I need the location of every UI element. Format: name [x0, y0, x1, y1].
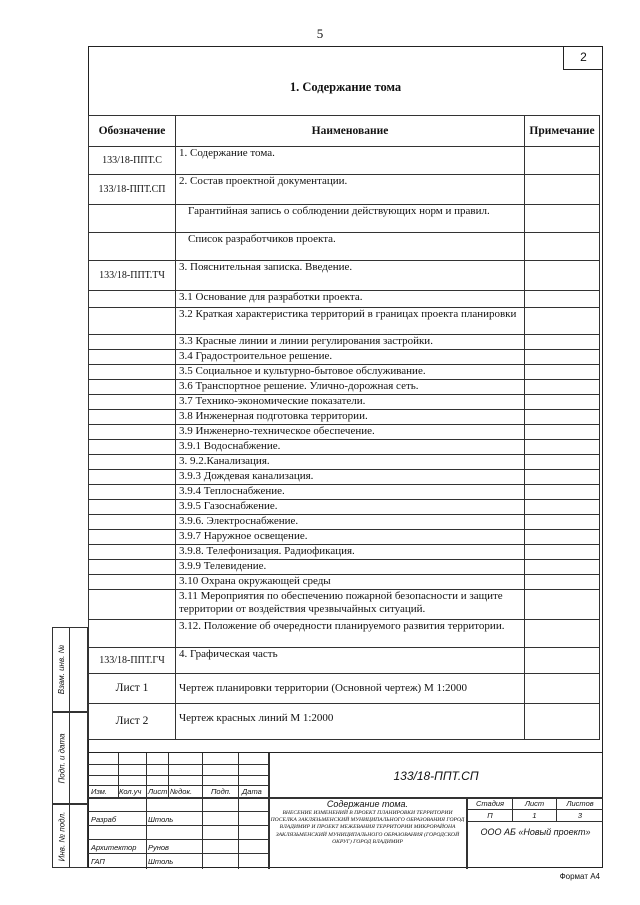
- row-designation: [89, 440, 176, 455]
- row-name: 3. Пояснительная записка. Введение.: [176, 261, 525, 291]
- row-designation: [89, 560, 176, 575]
- row-designation: [89, 500, 176, 515]
- table-row: [89, 470, 600, 485]
- row-note: [525, 147, 600, 175]
- row-name: 3.7 Технико-экономические показатели.: [176, 395, 525, 410]
- table-header-row: [89, 116, 600, 147]
- row-note: [525, 380, 600, 395]
- row-note: [525, 175, 600, 205]
- row-note: [525, 335, 600, 350]
- table-row: [89, 380, 600, 395]
- table-row: [89, 560, 600, 575]
- row-name: 3.9.5 Газоснабжение.: [176, 500, 525, 515]
- row-name: 2. Состав проектной документации.: [176, 175, 525, 205]
- row-note: [525, 590, 600, 620]
- stage-value: П: [487, 811, 493, 820]
- sheet-label: Лист: [524, 799, 545, 808]
- table-row: [89, 590, 600, 620]
- row-designation: [89, 590, 176, 620]
- stamp-name-developer: Штоль: [148, 815, 174, 824]
- row-note: [525, 410, 600, 425]
- sheets-value: 3: [577, 811, 583, 820]
- row-name: 3.2 Краткая характеристика территорий в границах проекта планировки: [176, 308, 525, 335]
- row-designation: 133/18-ППТ.ГЧ: [89, 648, 176, 674]
- sheet-value: 1: [532, 811, 537, 820]
- row-name: Чертеж красных линий М 1:2000: [176, 704, 525, 740]
- doc-code: 133/18-ППТ.СП: [393, 769, 479, 783]
- row-name: 3.9.3 Дождевая канализация.: [176, 470, 525, 485]
- row-name: 4. Графическая часть: [176, 648, 525, 674]
- row-name: Гарантийная запись о соблюдении действующих норм и правил.: [176, 205, 525, 233]
- row-designation: [89, 291, 176, 308]
- row-note: [525, 205, 600, 233]
- row-designation: 133/18-ППТ.ТЧ: [89, 261, 176, 291]
- table-row: [89, 350, 600, 365]
- table-row: [89, 704, 600, 740]
- table-row: [89, 308, 600, 335]
- table-row: [89, 395, 600, 410]
- table-row: [89, 365, 600, 380]
- row-name: 3.9.4 Теплоснабжение.: [176, 485, 525, 500]
- row-designation: [89, 308, 176, 335]
- row-name: Чертеж планировки территории (Основной чертеж) М 1:2000: [176, 674, 525, 704]
- row-name: 3.9.9 Телевидение.: [176, 560, 525, 575]
- row-designation: [89, 350, 176, 365]
- table-row: [89, 485, 600, 500]
- table-row: [89, 648, 600, 674]
- row-designation: Лист 1: [89, 674, 176, 704]
- row-designation: 133/18-ППТ.СП: [89, 175, 176, 205]
- row-note: [525, 515, 600, 530]
- sidebar-label-signature: Подп. и дата: [57, 732, 67, 784]
- doc-description: ВНЕСЕНИЕ ИЗМЕНЕНИЙ В ПРОЕКТ ПЛАНИРОВКИ ТЕРРИТОРИИ ПОСЕЛКА ЗАКЛЯЗЬМЕНСКИЙ МУНИЦИПАЛЬНОГО ОБРАЗОВАНИЯ ГОРОД ВЛАДИМИР И ПРОЕКТ МЕЖЕВАНИЯ ТЕРРИТОРИИ МИКРОРАЙОНА ЗАКЛЯЗЬМЕНСКИЙ МУНИЦИПАЛЬНОГО ОБРАЗОВАНИЯ (ГОРОДСКОЙ ОКРУГ) ГОРОД ВЛАДИМИР: [270, 810, 465, 845]
- stamp-col-date: Дата: [242, 787, 262, 796]
- row-note: [525, 233, 600, 261]
- row-designation: Лист 2: [89, 704, 176, 740]
- header-name: Наименование: [176, 116, 525, 147]
- contents-table: [88, 115, 600, 740]
- row-note: [525, 291, 600, 308]
- stamp-role-chief: ГАП: [91, 857, 105, 866]
- row-name: Список разработчиков проекта.: [176, 233, 525, 261]
- row-note: [525, 308, 600, 335]
- row-name: 3.4 Градостроительное решение.: [176, 350, 525, 365]
- row-name: 3.5 Социальное и культурно-бытовое обслуживание.: [176, 365, 525, 380]
- table-row: [89, 335, 600, 350]
- table-row: [89, 674, 600, 704]
- stage-label: Стадия: [475, 799, 505, 808]
- table-row: [89, 530, 600, 545]
- row-note: [525, 425, 600, 440]
- table-row: [89, 291, 600, 308]
- row-designation: [89, 395, 176, 410]
- page-title: 1. Содержание тома: [289, 80, 402, 94]
- row-designation: [89, 425, 176, 440]
- table-row: [89, 261, 600, 291]
- table-row: [89, 500, 600, 515]
- table-row: [89, 455, 600, 470]
- row-designation: [89, 410, 176, 425]
- row-note: [525, 261, 600, 291]
- row-name: 3. 9.2.Канализация.: [176, 455, 525, 470]
- row-note: [525, 440, 600, 455]
- row-note: [525, 560, 600, 575]
- row-designation: 133/18-ППТ.С: [89, 147, 176, 175]
- row-designation: [89, 335, 176, 350]
- stamp-role-developer: Разраб: [91, 815, 117, 824]
- row-note: [525, 545, 600, 560]
- sidebar-inventory-box: [52, 804, 88, 868]
- table-row: [89, 147, 600, 175]
- row-name: 3.9.6. Электроснабжение.: [176, 515, 525, 530]
- row-designation: [89, 515, 176, 530]
- row-name: 3.6 Транспортное решение. Улично-дорожная сеть.: [176, 380, 525, 395]
- stamp-name-architect: Рунов: [148, 843, 169, 852]
- table-row: [89, 410, 600, 425]
- table-row: [89, 545, 600, 560]
- row-name: 3.1 Основание для разработки проекта.: [176, 291, 525, 308]
- sidebar-replacement-box: [52, 627, 88, 712]
- stamp-col-sign: Подп.: [211, 787, 231, 796]
- row-note: [525, 485, 600, 500]
- table-row: [89, 575, 600, 590]
- header-note: Примечание: [525, 116, 600, 147]
- sidebar-signature-box: [52, 712, 88, 804]
- row-note: [525, 575, 600, 590]
- row-name: 3.9.7 Наружное освещение.: [176, 530, 525, 545]
- stamp-name-chief: Штоль: [148, 857, 174, 866]
- row-designation: [89, 545, 176, 560]
- row-note: [525, 365, 600, 380]
- table-row: [89, 440, 600, 455]
- row-note: [525, 620, 600, 648]
- stamp-col-count: Кол.уч: [119, 787, 142, 796]
- row-designation: [89, 485, 176, 500]
- title-block: [88, 752, 603, 869]
- stamp-role-architect: Архитектор: [91, 843, 137, 852]
- row-name: 3.9 Инженерно-техническое обеспечение.: [176, 425, 525, 440]
- row-name: 3.8 Инженерная подготовка территории.: [176, 410, 525, 425]
- row-designation: [89, 233, 176, 261]
- row-note: [525, 350, 600, 365]
- sheets-label: Листов: [566, 799, 594, 808]
- stamp-col-sheet: Лист: [148, 787, 168, 796]
- row-name: 3.9.1 Водоснабжение.: [176, 440, 525, 455]
- header-designation: Обозначение: [89, 116, 176, 147]
- row-designation: [89, 455, 176, 470]
- row-designation: [89, 530, 176, 545]
- stamp-col-docnum: №док.: [170, 787, 193, 796]
- sheet-number: 2: [563, 46, 603, 70]
- table-row: [89, 620, 600, 648]
- row-designation: [89, 620, 176, 648]
- row-name: 3.12. Положение об очередности планируемого развития территории.: [176, 620, 525, 648]
- table-row: [89, 233, 600, 261]
- row-name: 3.9.8. Телефонизация. Радиофикация.: [176, 545, 525, 560]
- paper-format: Формат А4: [559, 872, 600, 881]
- row-designation: [89, 575, 176, 590]
- row-designation: [89, 365, 176, 380]
- row-note: [525, 395, 600, 410]
- row-designation: [89, 470, 176, 485]
- row-name: 3.10 Охрана окружающей среды: [176, 575, 525, 590]
- doc-title: Содержание тома.: [326, 799, 409, 809]
- company-name: ООО АБ «Новый проект»: [480, 827, 591, 837]
- row-note: [525, 704, 600, 740]
- row-name: 3.11 Мероприятия по обеспечению пожарной безопасности и защите территории от воздействия чрезвычайных ситуаций.: [176, 590, 525, 620]
- row-name: 3.3 Красные линии и линии регулирования застройки.: [176, 335, 525, 350]
- stamp-col-change: Изм.: [91, 787, 107, 796]
- sidebar-label-replacement: Взам. инв. №: [57, 644, 67, 695]
- row-designation: [89, 205, 176, 233]
- row-name: 1. Содержание тома.: [176, 147, 525, 175]
- row-designation: [89, 380, 176, 395]
- row-note: [525, 674, 600, 704]
- table-row: [89, 205, 600, 233]
- row-note: [525, 500, 600, 515]
- sidebar-label-inventory: Инв. № подл.: [57, 811, 67, 861]
- table-row: [89, 425, 600, 440]
- table-row: [89, 515, 600, 530]
- row-note: [525, 530, 600, 545]
- row-note: [525, 648, 600, 674]
- page-number: 5: [316, 26, 324, 41]
- row-note: [525, 470, 600, 485]
- row-note: [525, 455, 600, 470]
- table-row: [89, 175, 600, 205]
